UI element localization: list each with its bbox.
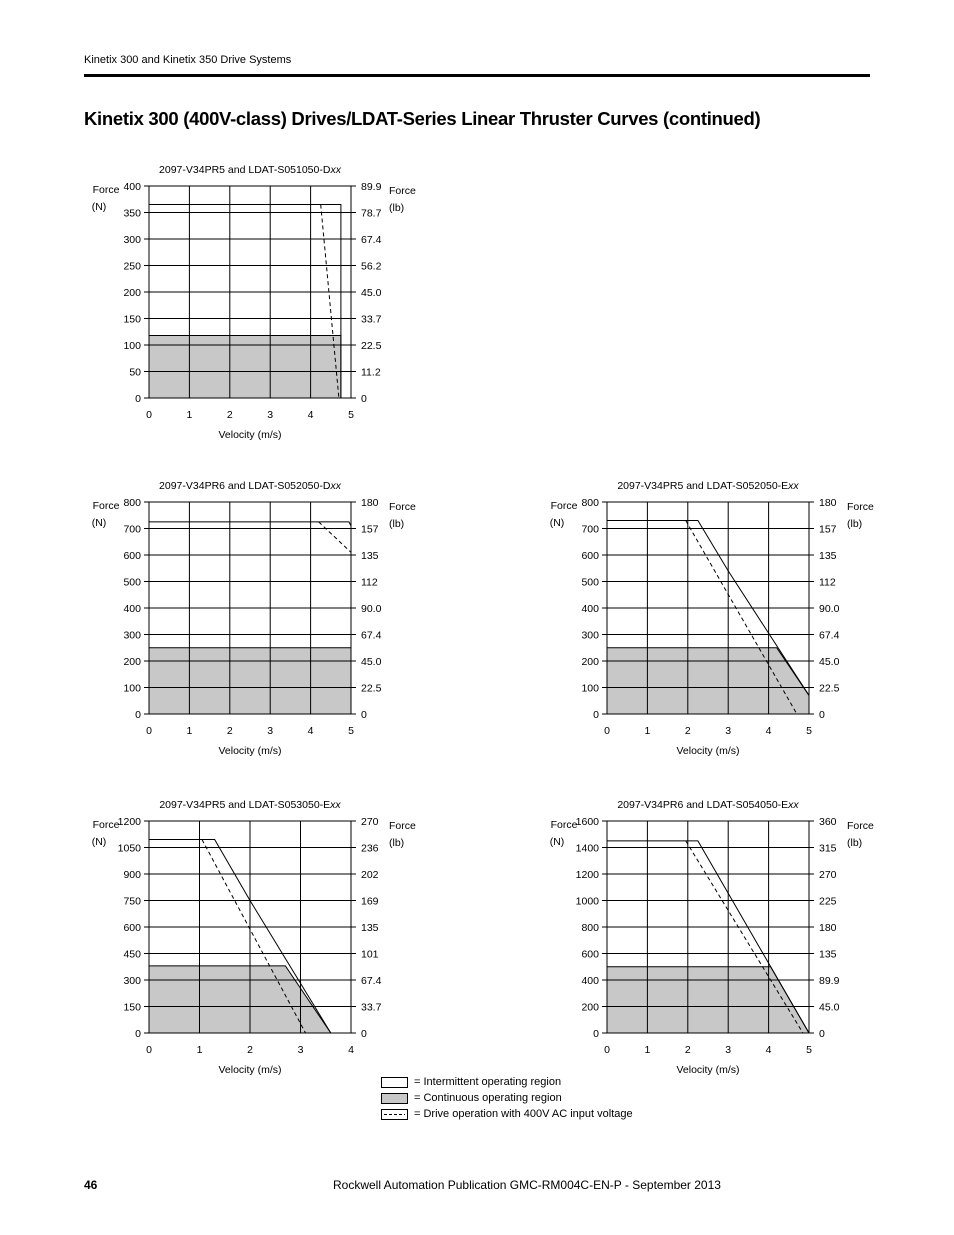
y-tick-label-right: 225 [819,895,837,908]
y-axis-label-right-unit: (lb) [389,518,405,530]
x-tick-label: 1 [644,1044,651,1056]
y-tick-label-left: 750 [123,895,141,908]
x-tick-label: 3 [267,725,274,737]
y-tick-label-left: 350 [123,207,141,220]
y-tick-label-right: 270 [819,869,837,881]
y-tick-label-right: 22.5 [361,682,382,695]
x-tick-label: 0 [146,725,152,737]
chart-title: 2097-V34PR6 and LDAT-S052050-Dxx [159,480,341,492]
y-tick-label-right: 112 [361,576,378,589]
x-axis-label: Velocity (m/s) [676,1064,740,1076]
running-header: Kinetix 300 and Kinetix 350 Drive Systems [84,54,292,66]
y-tick-label-right: 0 [361,709,367,721]
y-axis-label-left-unit: (N) [549,517,565,529]
y-tick-label-right: 67.4 [361,629,382,642]
x-tick-label: 2 [226,409,233,421]
y-tick-label-right: 135 [819,948,837,961]
continuous-region [607,648,809,714]
y-tick-label-right: 135 [819,550,837,562]
chart-title: 2097-V34PR5 and LDAT-S051050-Dxx [159,164,341,176]
dashed-swatch [381,1109,408,1120]
y-axis-label-left: Force [550,500,578,512]
x-tick-label: 0 [604,1044,610,1056]
y-tick-label-right: 180 [819,922,837,934]
y-tick-label-right: 360 [819,816,837,828]
y-tick-label-left: 800 [123,497,141,509]
y-tick-label-left: 100 [123,340,141,352]
y-tick-label-left: 300 [123,975,141,987]
chart-title: 2097-V34PR6 and LDAT-S054050-Exx [617,799,799,811]
x-tick-label: 0 [146,409,152,421]
continuous-swatch [381,1093,408,1104]
y-tick-label-left: 400 [581,603,599,615]
y-tick-label-right: 169 [361,895,379,908]
chart-1 [92,164,416,441]
continuous-region [149,648,351,714]
x-axis-label: Velocity (m/s) [218,745,282,757]
y-axis-label-left-unit: (N) [91,201,107,213]
y-tick-label-left: 600 [123,550,141,562]
chart-5 [550,799,874,1076]
chart-title: 2097-V34PR5 and LDAT-S052050-Exx [617,480,799,492]
y-tick-label-left: 50 [129,366,141,379]
x-tick-label: 1 [196,1044,203,1056]
x-tick-label: 2 [247,1044,253,1056]
y-axis-label-left-unit: (N) [91,836,107,848]
x-tick-label: 5 [348,725,354,737]
y-tick-label-right: 89.9 [361,181,382,193]
publication-footer: Rockwell Automation Publication GMC-RM004C-EN-P - September 2013 [333,1178,721,1192]
y-tick-label-left: 200 [581,1001,599,1014]
y-tick-label-left: 500 [123,576,141,589]
x-tick-label: 3 [267,409,274,421]
y-tick-label-right: 45.0 [361,656,382,668]
y-tick-label-right: 89.9 [819,975,840,987]
dashed-400v-line [319,522,351,552]
y-tick-label-left: 700 [123,523,141,536]
chart-title: 2097-V34PR5 and LDAT-S053050-Exx [159,799,341,811]
chart-title-suffix: xx [330,480,341,492]
y-axis-label-right-unit: (lb) [847,837,863,849]
y-tick-label-left: 0 [135,709,141,721]
y-axis-label-right-unit: (lb) [389,202,405,214]
x-tick-label: 2 [684,1044,691,1056]
x-tick-label: 3 [725,1044,732,1056]
y-axis-label-left: Force [92,184,120,196]
y-tick-label-left: 200 [581,656,599,668]
y-tick-label-right: 0 [361,393,367,405]
y-tick-label-right: 90.0 [819,603,840,615]
y-tick-label-right: 11.2 [361,366,381,379]
y-tick-label-left: 400 [123,603,141,615]
y-tick-label-right: 0 [361,1028,367,1040]
legend-label: = Continuous operating region [414,1092,562,1104]
intermittent-swatch [381,1077,408,1088]
y-tick-label-right: 22.5 [361,340,382,352]
x-tick-label: 4 [765,1044,772,1056]
continuous-region [607,967,809,1033]
legend-label: = Intermittent operating region [414,1076,562,1088]
x-tick-label: 4 [307,725,314,737]
y-axis-label-left: Force [92,819,120,831]
y-tick-label-left: 600 [581,550,599,562]
y-tick-label-left: 500 [581,576,599,589]
y-tick-label-left: 1200 [117,816,141,828]
y-axis-label-right: Force [847,501,874,513]
y-axis-label-left-unit: (N) [549,836,565,848]
y-tick-label-left: 400 [123,181,141,193]
x-tick-label: 3 [725,725,732,737]
y-tick-label-left: 800 [581,497,599,509]
y-tick-label-left: 300 [123,629,141,642]
y-axis-label-right: Force [389,820,416,832]
chart-title-suffix: xx [330,164,341,176]
y-tick-label-left: 100 [581,682,599,695]
y-tick-label-right: 78.7 [361,207,382,220]
x-tick-label: 5 [348,409,354,421]
y-tick-label-right: 202 [361,869,379,881]
y-tick-label-left: 1050 [117,842,141,855]
x-axis-label: Velocity (m/s) [218,1064,282,1076]
y-tick-label-right: 270 [361,816,379,828]
chart-3 [550,480,874,757]
y-tick-label-right: 135 [361,922,379,934]
x-tick-label: 1 [644,725,651,737]
y-tick-label-left: 600 [123,922,141,934]
chart-title-suffix: xx [788,799,799,811]
y-tick-label-right: 45.0 [819,1001,840,1014]
x-tick-label: 1 [186,409,193,421]
y-tick-label-right: 33.7 [361,313,382,326]
y-tick-label-left: 0 [593,709,599,721]
y-tick-label-left: 900 [123,869,141,881]
y-tick-label-left: 150 [123,313,141,326]
y-tick-label-left: 200 [123,287,141,299]
y-tick-label-right: 0 [819,1028,825,1040]
y-tick-label-right: 45.0 [361,287,382,299]
y-tick-label-right: 22.5 [819,682,840,695]
x-tick-label: 2 [226,725,233,737]
chart-2 [92,480,416,757]
x-tick-label: 4 [307,409,314,421]
x-tick-label: 3 [297,1044,304,1056]
y-tick-label-right: 101 [361,948,379,961]
y-tick-label-left: 450 [123,948,141,961]
y-tick-label-right: 315 [819,842,837,855]
y-tick-label-left: 1000 [575,895,599,908]
x-tick-label: 2 [684,725,691,737]
y-axis-label-right-unit: (lb) [847,518,863,530]
x-tick-label: 5 [806,725,812,737]
x-tick-label: 0 [146,1044,152,1056]
x-tick-label: 5 [806,1044,812,1056]
x-axis-label: Velocity (m/s) [218,429,282,441]
y-tick-label-right: 67.4 [819,629,840,642]
y-tick-label-right: 135 [361,550,379,562]
x-tick-label: 0 [604,725,610,737]
y-axis-label-right-unit: (lb) [389,837,405,849]
y-axis-label-left: Force [550,819,578,831]
y-tick-label-left: 0 [135,1028,141,1040]
continuous-region [149,966,341,1033]
x-tick-label: 4 [765,725,772,737]
y-tick-label-right: 157 [819,523,837,536]
y-tick-label-left: 1600 [575,816,599,828]
y-tick-label-right: 180 [361,497,379,509]
y-axis-label-right: Force [389,185,416,197]
y-axis-label-right: Force [389,501,416,513]
y-tick-label-left: 1400 [575,842,599,855]
chart-4 [92,799,416,1076]
page-title: Kinetix 300 (400V-class) Drives/LDAT-Series Linear Thruster Curves (continued) [84,108,761,129]
y-tick-label-right: 90.0 [361,603,382,615]
y-axis-label-left-unit: (N) [91,517,107,529]
y-tick-label-left: 100 [123,682,141,695]
y-tick-label-left: 150 [123,1001,141,1014]
y-tick-label-left: 600 [581,948,599,961]
y-axis-label-right: Force [847,820,874,832]
y-tick-label-left: 300 [581,629,599,642]
y-tick-label-left: 300 [123,234,141,246]
y-tick-label-right: 45.0 [819,656,840,668]
chart-title-suffix: xx [788,480,799,492]
y-tick-label-right: 112 [819,576,836,589]
legend-label: = Drive operation with 400V AC input voltage [414,1108,633,1120]
x-tick-label: 1 [186,725,193,737]
y-axis-label-left: Force [92,500,120,512]
y-tick-label-left: 800 [581,922,599,934]
y-tick-label-left: 250 [123,260,141,273]
y-tick-label-right: 0 [819,709,825,721]
y-tick-label-right: 180 [819,497,837,509]
chart-title-suffix: xx [330,799,341,811]
y-tick-label-left: 0 [593,1028,599,1040]
x-axis-label: Velocity (m/s) [676,745,740,757]
y-tick-label-left: 1200 [575,869,599,881]
y-tick-label-right: 56.2 [361,260,382,273]
y-tick-label-right: 67.4 [361,975,382,987]
y-tick-label-left: 700 [581,523,599,536]
y-tick-label-left: 0 [135,393,141,405]
y-tick-label-right: 67.4 [361,234,382,246]
x-tick-label: 4 [348,1044,354,1056]
page-number: 46 [84,1178,98,1192]
y-tick-label-right: 236 [361,842,379,855]
y-tick-label-left: 200 [123,656,141,668]
y-tick-label-left: 400 [581,975,599,987]
y-tick-label-right: 33.7 [361,1001,382,1014]
y-tick-label-right: 157 [361,523,379,536]
